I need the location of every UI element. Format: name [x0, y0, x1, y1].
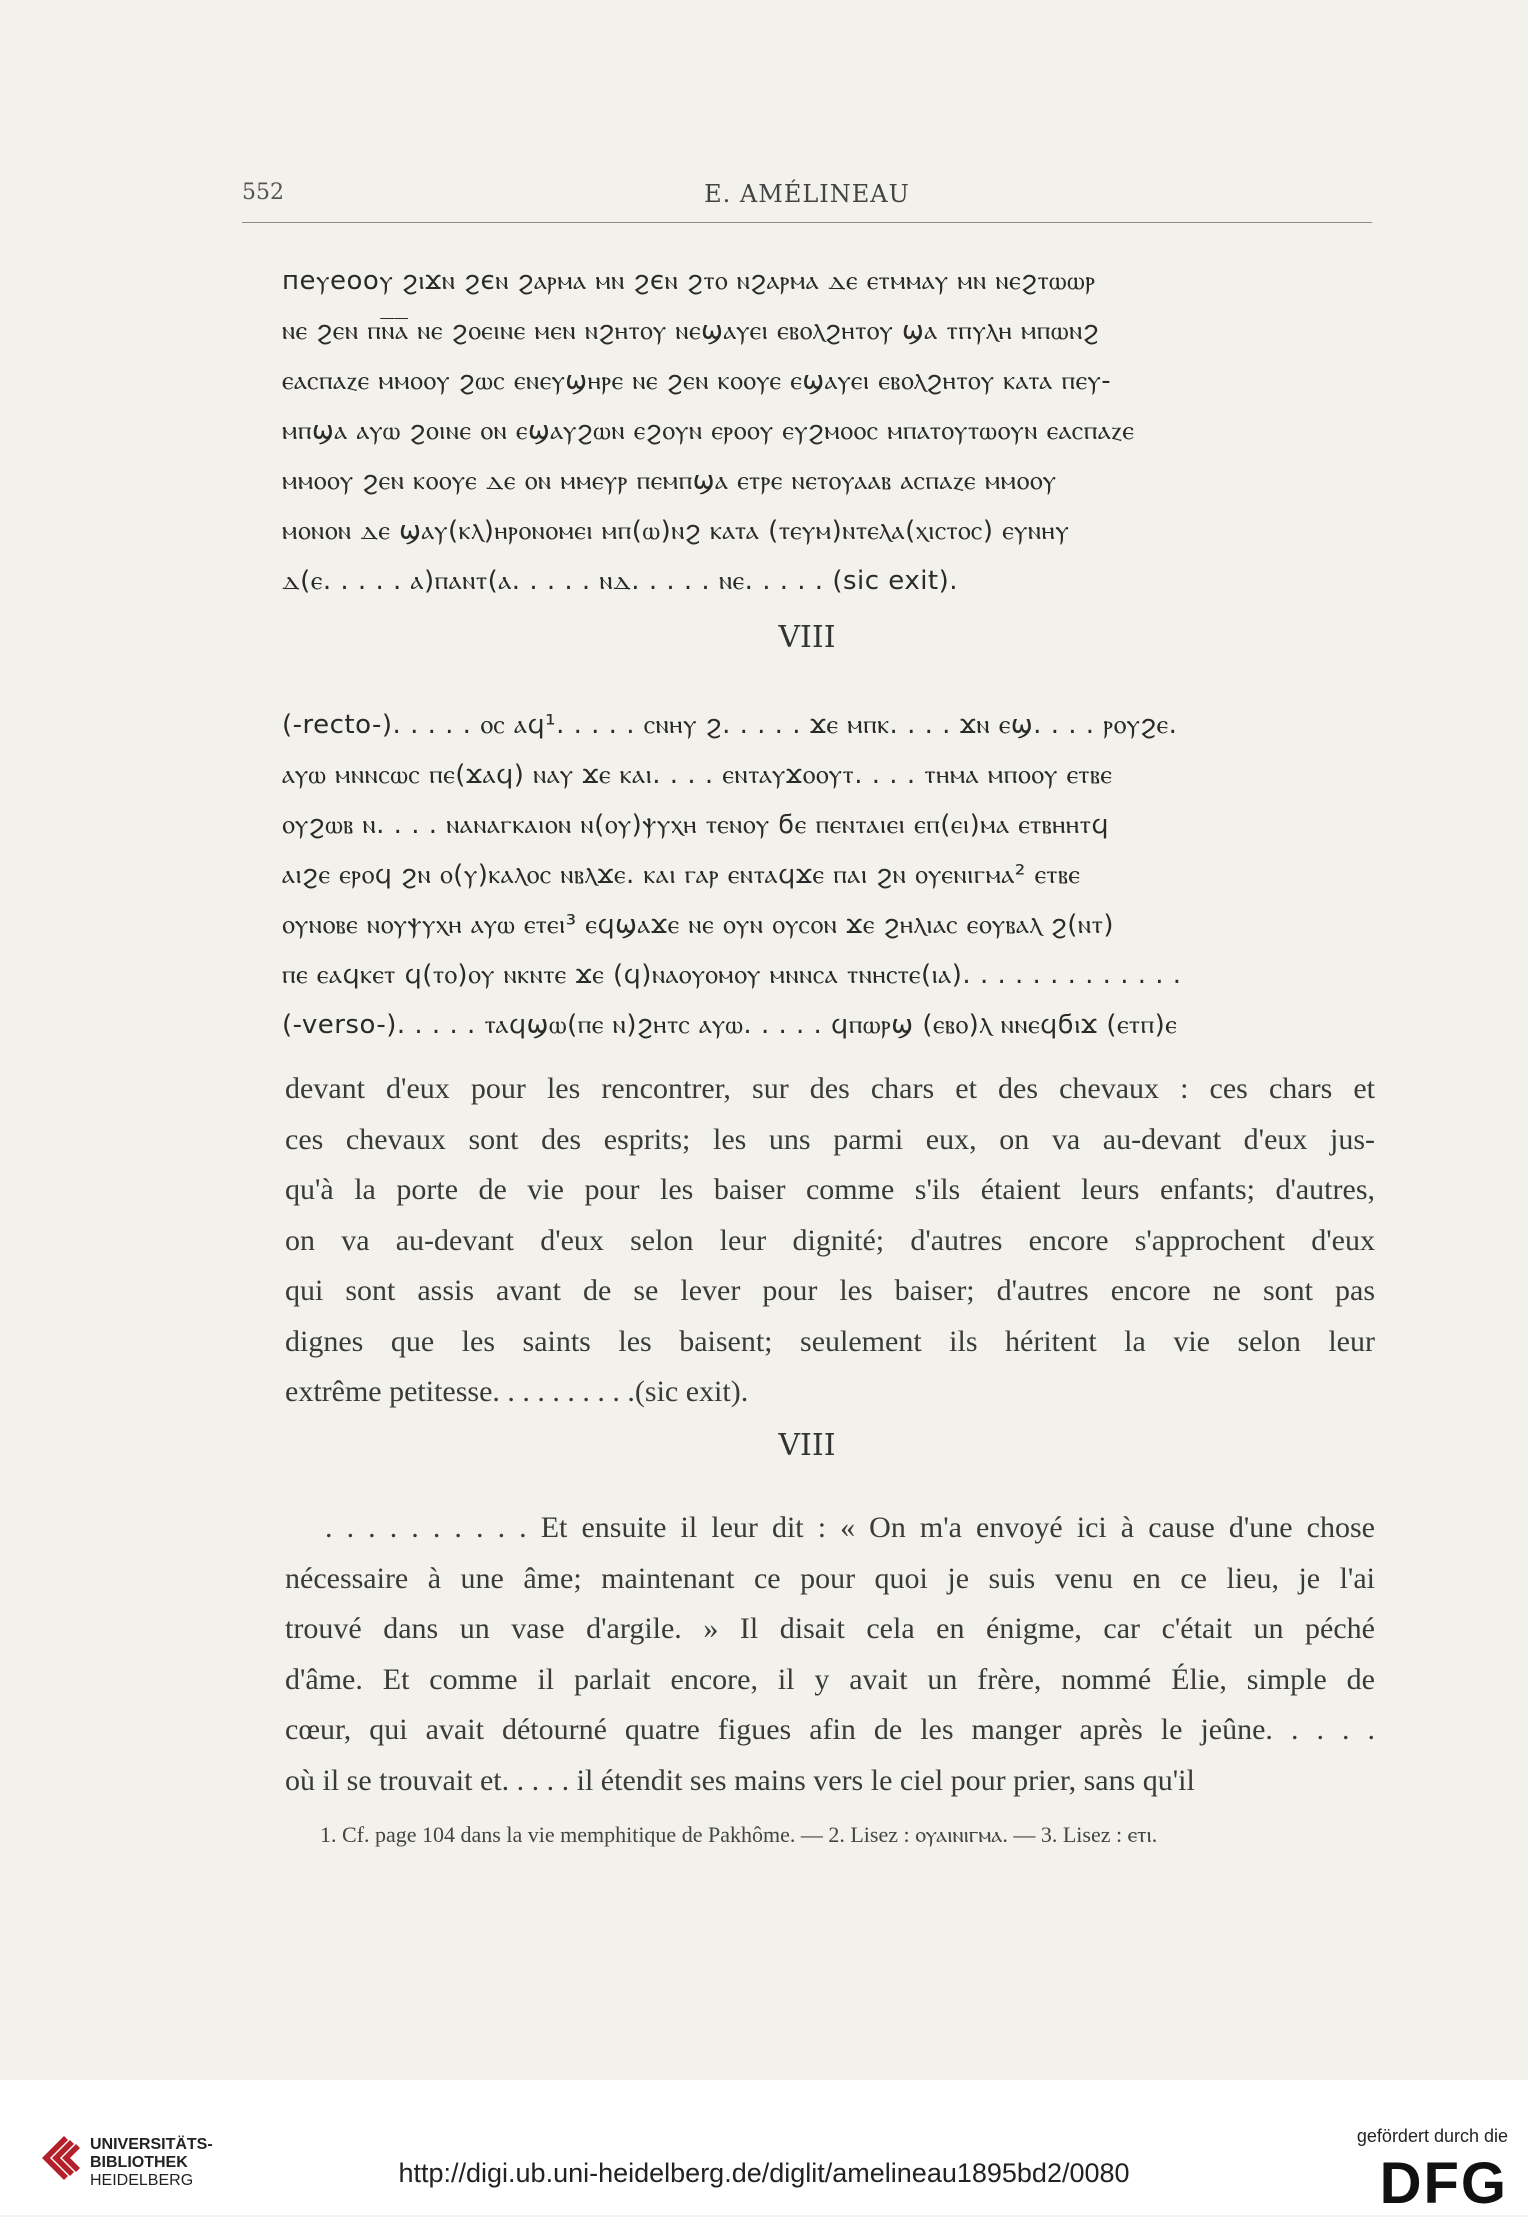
permalink-url[interactable]: http://digi.ub.uni-heidelberg.de/diglit/amelineau1895bd2/0080: [398, 2158, 1130, 2188]
text-line: (-recto-). . . . . ⲟⲥ ⲁϥ¹. . . . . ⲥⲛⲏⲩ ϩ. . . . . ϫⲉ ⲙⲡⲕ. . . . ϫⲛ ⲉϣ. . . . ⲣⲟⲩϩⲉ.: [282, 710, 1178, 740]
digitization-footer: [0, 2080, 1528, 2215]
french-translation-block-1: [285, 1064, 1375, 1418]
text-line: ⲡⲉ ⲉⲁϥⲕⲉⲧ ϥ(ⲧⲟ)ⲟⲩ ⲛⲕⲛⲧⲉ ϫⲉ (ϥ)ⲛⲁⲟⲩⲟⲙⲟⲩ ⲙⲛⲛⲥⲁ ⲧⲛⲏⲥⲧⲉ(ⲓⲁ). . . . . . . . . . . . .: [282, 960, 1182, 990]
text-line: extrême petitesse. . . . . . . . . .(sic exit).: [285, 1375, 749, 1408]
french-translation-block-2: [285, 1503, 1375, 1806]
running-title: E. AMÉLINEAU: [704, 180, 910, 208]
funding-label: gefördert durch die: [1356, 2126, 1508, 2146]
text-line: ⲟⲩⲛⲟⲃⲉ ⲛⲟⲩⲯⲩⲭⲏ ⲁⲩⲱ ⲉⲧⲉⲓ³ ⲉϥϣⲁϫⲉ ⲛⲉ ⲟⲩⲛ ⲟⲩⲥⲟⲛ ϫⲉ ϩⲏⲗⲓⲁⲥ ⲉⲟⲩⲃⲁⲗ ϩ(ⲛⲧ): [282, 910, 1115, 940]
text-line: пеⲩеооⲩ ϩⲓϫⲛ ϩєⲛ ϩⲁⲣⲙⲁ ⲙⲛ ϩєⲛ ϩⲧⲟ ⲛϩⲁⲣⲙⲁ ⲇⲉ ⲉⲧⲙⲙⲁⲩ ⲙⲛ ⲛⲉϩⲧⲱⲱⲣ: [282, 266, 1096, 296]
text-line: trouvé dans un vase d'argile. » Il disait cela en énigme, car c'était un péché: [285, 1612, 1375, 1645]
text-line: cœur, qui avait détourné quatre figues afin de les manger après le jeûne. . . . .: [285, 1713, 1375, 1746]
page-header: [242, 180, 1372, 220]
coptic-text-block-2: [282, 700, 1372, 1050]
footnotes: 1. Cf. page 104 dans la vie memphitique de Pakhôme. — 2. Lisez : ⲟⲩⲁⲓⲛⲓⲅⲙⲁ. — 3. Lisez : ⲉⲧⲓ.: [320, 1822, 1158, 1847]
text-line: ⲇ(ⲉ. . . . . ⲁ)ⲡⲁⲛⲧ(ⲁ. . . . . ⲛⲇ. . . . . ⲛⲉ. . . . . (sic exit).: [282, 566, 959, 596]
text-line: qu'à la porte de vie pour les baiser comme s'ils étaient leurs enfants; d'autres,: [285, 1173, 1375, 1206]
text-line: ⲙⲡϣⲁ ⲁⲩⲱ ϩⲟⲓⲛⲉ ⲟⲛ ⲉϣⲁⲩϩⲱⲛ ⲉϩⲟⲩⲛ ⲉⲣⲟⲟⲩ ⲉⲩϩⲙⲟⲟⲥ ⲙⲡⲁⲧⲟⲩⲧⲱⲟⲩⲛ ⲉⲁⲥⲡⲁⲍⲉ: [282, 416, 1135, 446]
coptic-text-block-1: [282, 256, 1372, 606]
text-line: . . . . . . . . . . Et ensuite il leur dit : « On m'a envoyé ici à cause d'une chose: [325, 1511, 1375, 1544]
text-line: ⲁⲓϩⲉ ⲉⲣⲟϥ ϩⲛ ⲟ(ⲩ)ⲕⲁⲗⲟⲥ ⲛⲃⲗϫⲉ. ⲕⲁⲓ ⲅⲁⲣ ⲉⲛⲧⲁϥϫⲉ ⲡⲁⲓ ϩⲛ ⲟⲩⲉⲛⲓⲅⲙⲁ² ⲉⲧⲃⲉ: [282, 860, 1081, 890]
text-line: dignes que les saints les baisent; seulement ils héritent la vie selon leur: [285, 1324, 1375, 1358]
text-line: ⲛⲉ ϩⲉⲛ ⲡⲛ̅ⲁ̅ ⲛⲉ ϩⲟⲉⲓⲛⲉ ⲙⲉⲛ ⲛϩⲏⲧⲟⲩ ⲛⲉϣⲁⲩⲉⲓ ⲉⲃⲟⲗϩⲏⲧⲟⲩ ϣⲁ ⲧⲡⲩⲗⲏ ⲙⲡⲱⲛϩ: [282, 316, 1100, 346]
text-line: ⲙⲟⲛⲟⲛ ⲇⲉ ϣⲁⲩ(ⲕⲗ)ⲏⲣⲟⲛⲟⲙⲉⲓ ⲙⲡ(ⲱ)ⲛϩ ⲕⲁⲧⲁ (ⲧⲉⲩⲙ)ⲛⲧⲉⲗⲁ(ⲭⲓⲥⲧⲟⲥ) ⲉⲩⲛⲏⲩ: [282, 516, 1070, 546]
text-line: devant d'eux pour les rencontrer, sur des chars et des chevaux : ces chars et: [285, 1072, 1375, 1105]
header-rule: [242, 222, 1372, 223]
text-line: (-verso-). . . . . ⲧⲁϥϣⲱ(ⲡⲉ ⲛ)ϩⲏⲧⲥ ⲁⲩⲱ. . . . . ϥⲡⲱⲣϣ (ⲉⲃⲟ)ⲗ ⲛⲛⲉϥϭⲓϫ (ⲉⲧⲡ)ⲉ: [282, 1010, 1178, 1040]
text-line: d'âme. Et comme il parlait encore, il y avait un frère, nommé Élie, simple de: [285, 1662, 1375, 1696]
text-line: on va au-devant d'eux selon leur dignité; d'autres encore s'approchent d'eux: [285, 1223, 1375, 1257]
text-line: ces chevaux sont des esprits; les uns parmi eux, on va au-devant d'eux jus-: [285, 1122, 1375, 1156]
library-name: UNIVERSITÄTS- BIBLIOTHEK HEIDELBERG: [90, 2136, 213, 2189]
text-line: où il se trouvait et. . . . . il étendit ses mains vers le ciel pour prier, sans qu'il: [285, 1763, 1195, 1797]
text-line: ⲙⲙⲟⲟⲩ ϩⲉⲛ ⲕⲟⲟⲩⲉ ⲇⲉ ⲟⲛ ⲙⲙⲉⲩⲣ ⲡⲉⲙⲡϣⲁ ⲉⲧⲣⲉ ⲛⲉⲧⲟⲩⲁⲁⲃ ⲁⲥⲡⲁⲍⲉ ⲙⲙⲟⲟⲩ: [282, 466, 1057, 496]
dfg-logo: DFG: [1379, 2151, 1508, 2216]
text-line: ⲁⲩⲱ ⲙⲛⲛⲥⲱⲥ ⲡⲉ(ϫⲁϥ) ⲛⲁⲩ ϫⲉ ⲕⲁⲓ. . . . ⲉⲛⲧⲁⲩϫⲟⲟⲩⲧ. . . . ⲧⲏⲙⲁ ⲙⲡⲟⲟⲩ ⲉⲧⲃⲉ: [282, 760, 1113, 790]
section-heading: VIII: [778, 1428, 836, 1463]
section-heading: VIII: [778, 620, 836, 655]
text-line: ⲉⲁⲥⲡⲁⲍⲉ ⲙⲙⲟⲟⲩ ϩⲱⲥ ⲉⲛⲉⲩϣⲏⲣⲉ ⲛⲉ ϩⲉⲛ ⲕⲟⲟⲩⲉ ⲉϣⲁⲩⲉⲓ ⲉⲃⲟⲗϩⲏⲧⲟⲩ ⲕⲁⲧⲁ ⲡⲉⲩ-: [282, 366, 1112, 396]
page-number: 552: [242, 180, 284, 205]
text-line: nécessaire à une âme; maintenant ce pour quoi je suis venu en ce lieu, je l'ai: [285, 1561, 1375, 1595]
text-line: ⲟⲩϩⲱⲃ ⲛ. . . . ⲛⲁⲛⲁⲅⲕⲁⲓⲟⲛ ⲛ(ⲟⲩ)ⲯⲩⲭⲏ ⲧⲉⲛⲟⲩ ϭⲉ ⲡⲉⲛⲧⲁⲓⲉⲓ ⲉⲡ(ⲉⲓ)ⲙⲁ ⲉⲧⲃⲏⲏⲧϥ: [282, 810, 1109, 840]
text-line: qui sont assis avant de se lever pour les baiser; d'autres encore ne sont pas: [285, 1274, 1375, 1307]
